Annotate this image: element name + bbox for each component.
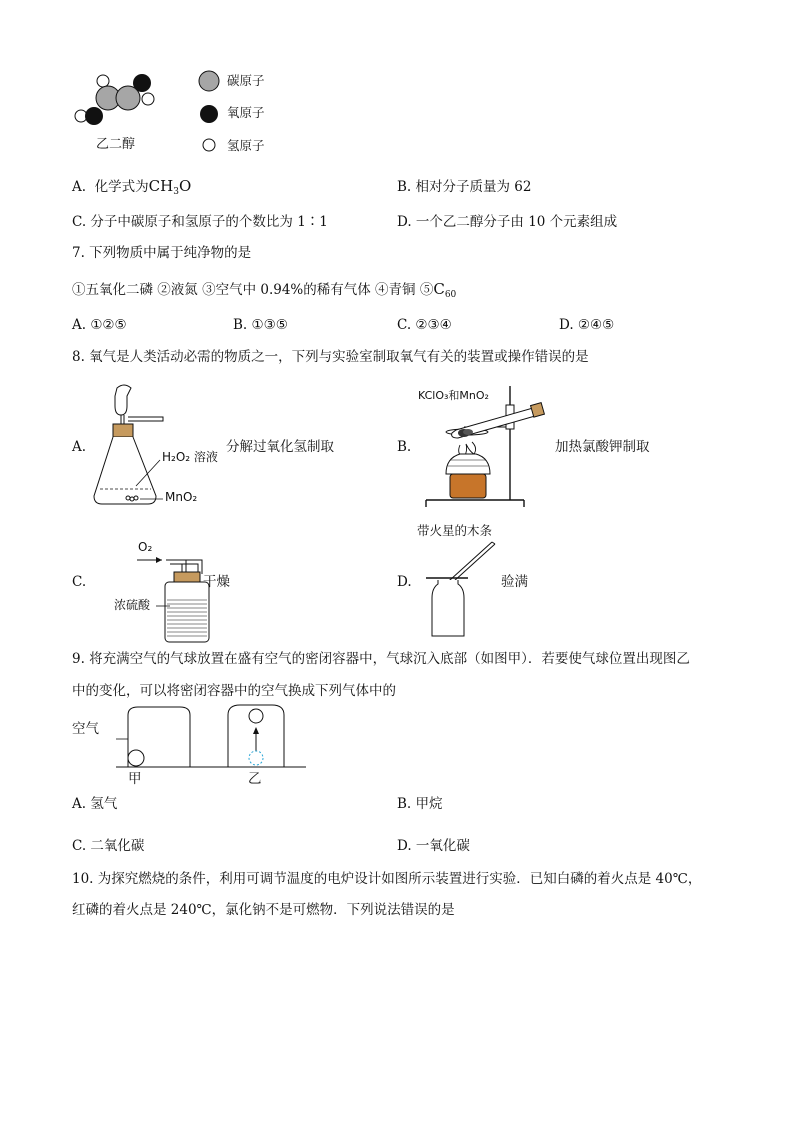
q10-line2: 红磷的着火点是 240℃，氯化钠不是可燃物．下列说法错误的是 xyxy=(72,902,455,918)
q9-stem-line1: 9. 将充满空气的气球放置在盛有空气的密闭容器中，气球沉入底部（如图甲）．若要使气球位置出现图乙 xyxy=(72,651,690,667)
q8-b-label: B. xyxy=(397,439,412,455)
balloon-icon xyxy=(249,709,263,723)
container-figure-jia xyxy=(116,705,208,769)
q7-option-b: B. ①③⑤ xyxy=(233,317,288,333)
q8-b-reagent-label: KClO₃和MnO₂ xyxy=(418,389,489,402)
q9-option-c: C. 二氧化碳 xyxy=(72,838,145,854)
hydrogen-atom xyxy=(97,75,109,87)
q9-option-a: A. 氢气 xyxy=(72,796,118,812)
q6-option-c: C. 分子中碳原子和氢原子的个数比为 1∶1 xyxy=(72,214,328,230)
hydrogen-atom xyxy=(142,93,154,105)
q8-stem: 8. 氧气是人类活动必需的物质之一，下列与实验室制取氧气有关的装置或操作错误的是 xyxy=(72,349,589,365)
q6-option-b: B. 相对分子质量为 62 xyxy=(397,179,532,195)
q7-option-d: D. ②④⑤ xyxy=(559,317,615,333)
q7-option-a: A. ①②⑤ xyxy=(72,317,127,333)
q8-c-gas-label: O₂ xyxy=(138,540,153,554)
container-figure-yi xyxy=(206,703,306,769)
q7-option-c: C. ②③④ xyxy=(397,317,452,333)
q8-a-desc: 分解过氧化氢制取 xyxy=(226,439,334,455)
legend-hydrogen: 氢原子 xyxy=(227,138,265,153)
q8-d-label: D. xyxy=(397,574,412,590)
q8-c-label: C. xyxy=(72,574,87,590)
q7-stem: 7. 下列物质中属于纯净物的是 xyxy=(72,245,252,261)
q9-option-b: B. 甲烷 xyxy=(397,796,443,812)
molecule-name: 乙二醇 xyxy=(96,137,136,152)
q8-a-solid-label: MnO₂ xyxy=(165,490,198,504)
q9-fig1-label: 甲 xyxy=(128,771,142,787)
q8-b-desc: 加热氯酸钾制取 xyxy=(555,439,650,455)
atom-legend-icons xyxy=(196,70,226,156)
heating-apparatus xyxy=(420,382,560,510)
q8-a-liquid-label: H₂O₂ 溶液 xyxy=(162,450,218,464)
oxygen-legend-icon xyxy=(200,105,218,123)
q8-c-desc: 干燥 xyxy=(203,574,230,590)
carbon-legend-icon xyxy=(199,71,219,91)
q6-option-d: D. 一个乙二醇分子由 10 个元素组成 xyxy=(397,214,618,230)
oxygen-atom xyxy=(85,107,103,125)
q8-c-liquid-label: 浓硫酸 xyxy=(114,598,151,612)
oxygen-atom xyxy=(133,74,151,92)
q8-d-desc: 验满 xyxy=(501,574,528,590)
dashed-balloon-icon xyxy=(249,751,263,765)
q10-line1: 10. 为探究燃烧的条件，利用可调节温度的电炉设计如图所示装置进行实验．已知白磷的着火点是 40℃， xyxy=(72,871,702,887)
q9-fig2-label: 乙 xyxy=(248,771,262,787)
q8-d-tool-label: 带火星的木条 xyxy=(417,523,493,538)
q6-option-a: A. 化学式为$CH_3O$ xyxy=(72,177,192,197)
hydrogen-legend-icon xyxy=(203,139,215,151)
q7-items: ①五氧化二磷 ②液氮 ③空气中 0.94%的稀有气体 ④青铜 $⑤C_{60}$ xyxy=(72,280,457,300)
q9-air-label: 空气 xyxy=(72,721,99,737)
q8-a-label: A. xyxy=(72,439,87,455)
legend-oxygen: 氧原子 xyxy=(227,105,265,120)
q9-stem-line2: 中的变化，可以将密闭容器中的空气换成下列气体中的 xyxy=(72,683,396,699)
balloon-icon xyxy=(128,750,144,766)
legend-carbon: 碳原子 xyxy=(227,73,265,88)
q9-option-d: D. 一氧化碳 xyxy=(397,838,470,854)
